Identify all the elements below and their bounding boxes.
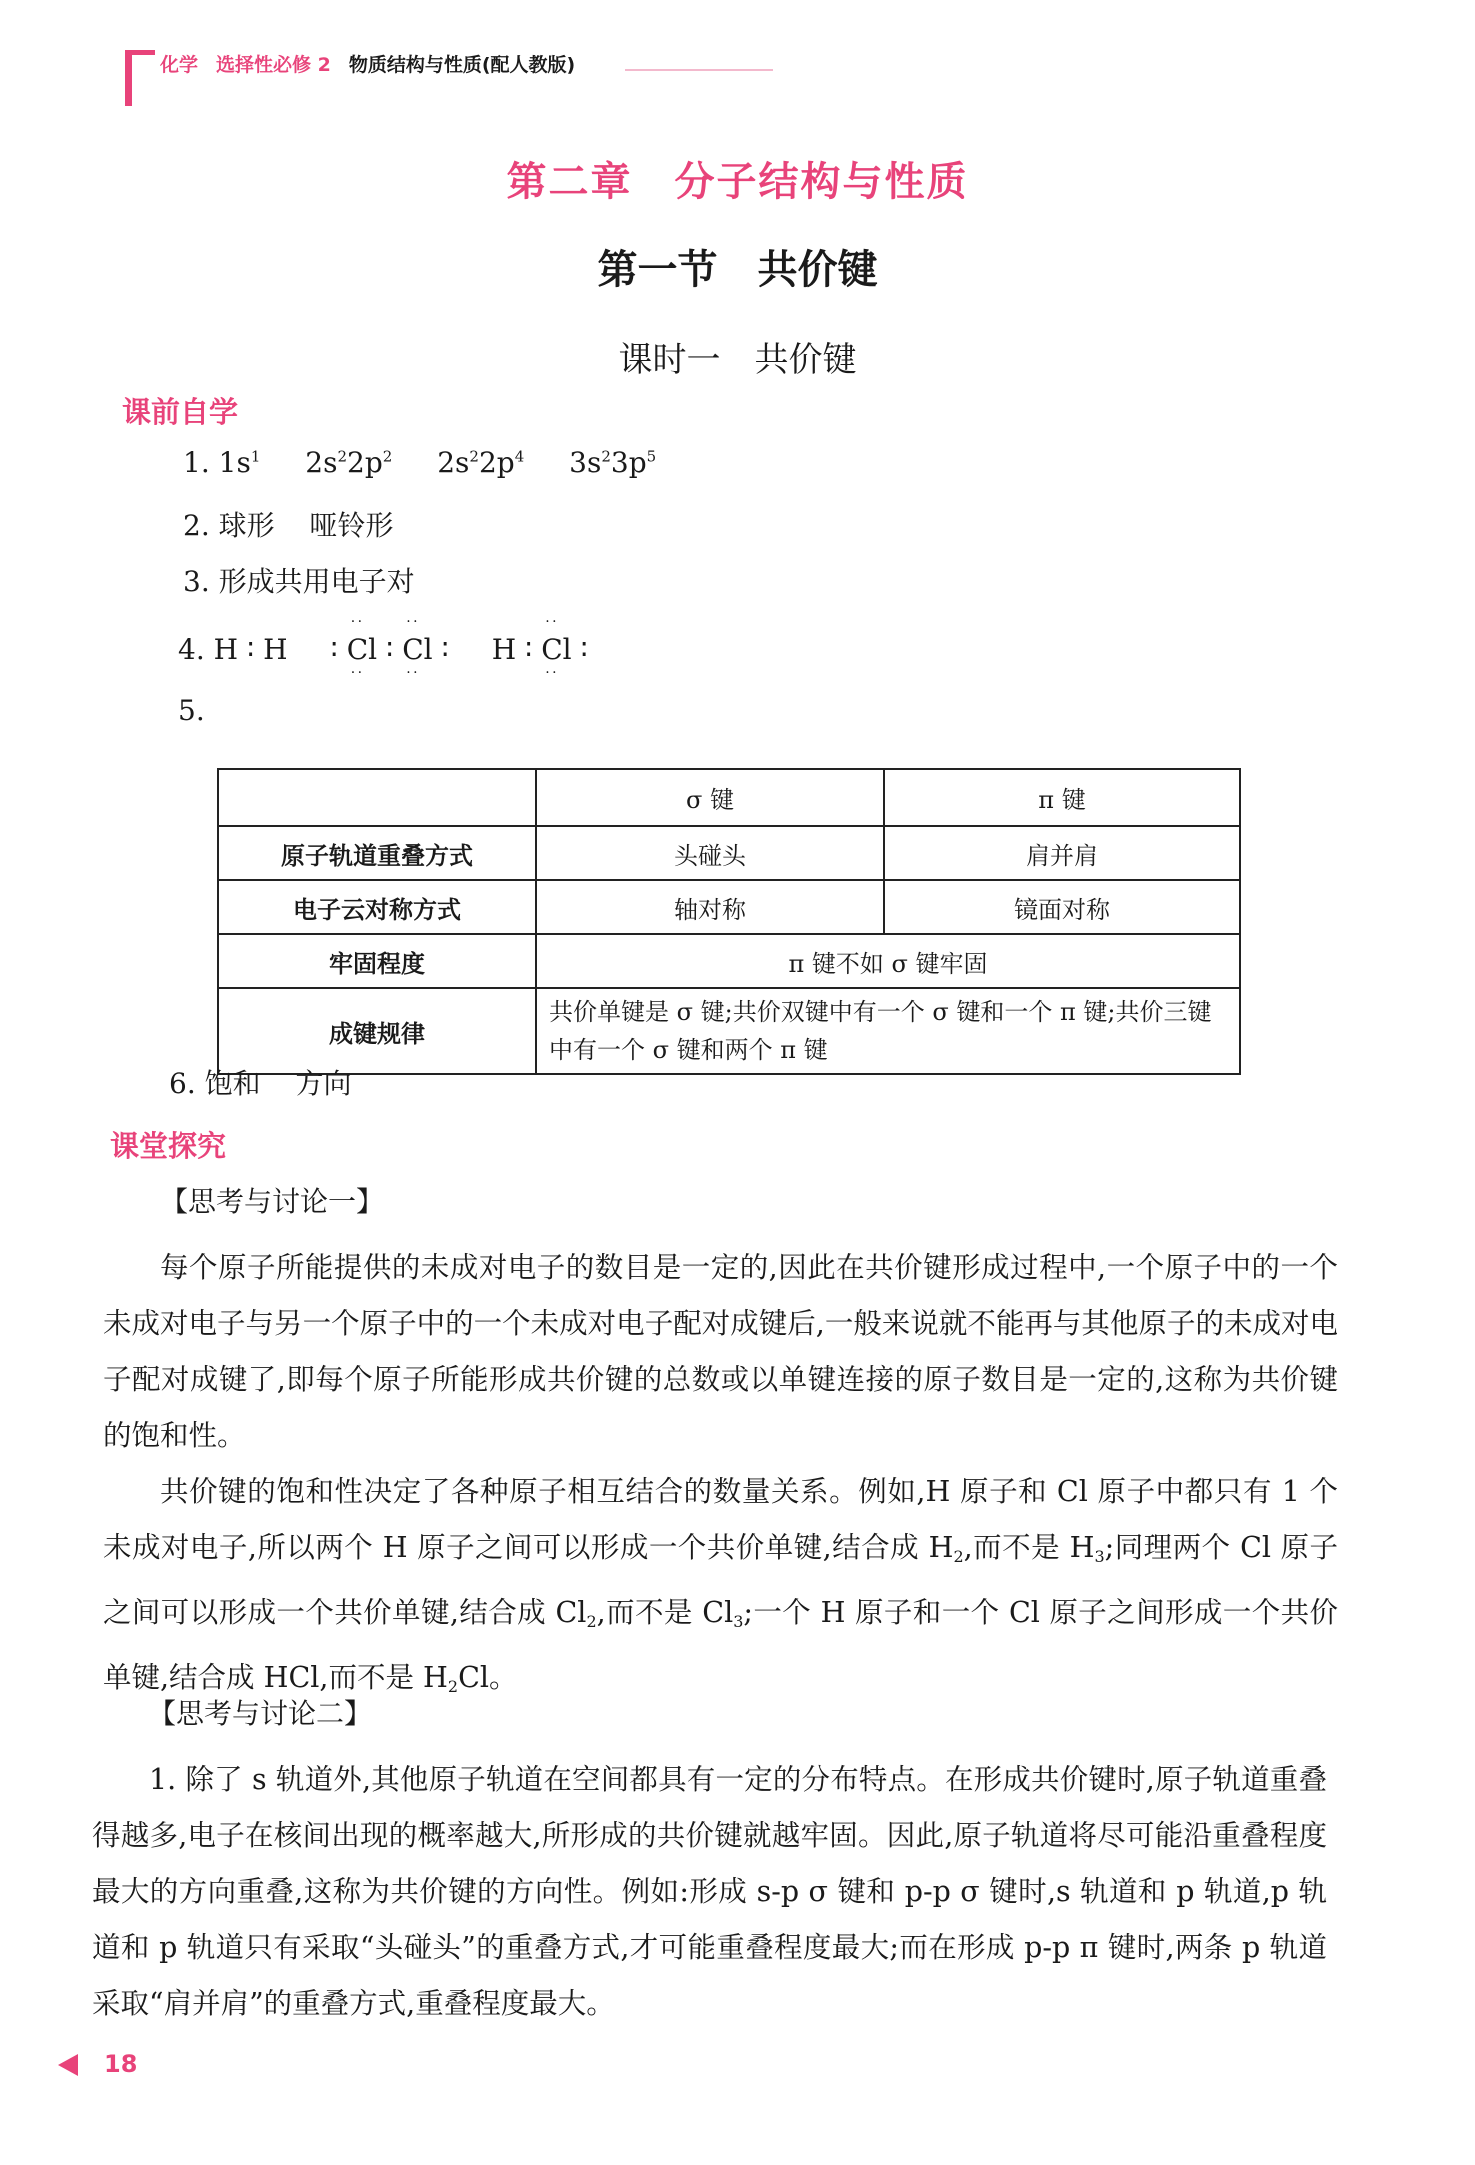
- answer-5: 5.: [178, 694, 205, 727]
- pre-study-heading: 课前自学: [122, 395, 239, 429]
- class-explore-heading: 课堂探究: [110, 1129, 227, 1163]
- discussion-1-body: [103, 1240, 1338, 1715]
- answer-1: 1. $1s^1$ $2s^22p^2$ $2s^22p^4$ $3s^23p^5$: [183, 446, 657, 479]
- chapter-title: 第二章 分子结构与性质: [506, 159, 969, 205]
- header-bar-top: [125, 50, 155, 55]
- table-cell: 共价单键是 σ 键;共价双键中有一个 σ 键和一个 π 键;共价三键中有一个 σ 键和两个 π 键: [536, 988, 1240, 1074]
- answer-3: 3. 形成共用电子对: [183, 565, 415, 598]
- header-subject: 化学: [160, 54, 199, 76]
- lewis-h2: H ∶ H: [213, 633, 288, 666]
- page-marker-icon: [58, 2054, 78, 2076]
- row-label: 电子云对称方式: [218, 880, 536, 934]
- header-course: 选择性必修 2: [216, 54, 331, 76]
- table-row: [218, 880, 1240, 934]
- lewis-cl2: ∶ · · Cl · · ∶ · · Cl · · ∶: [330, 633, 448, 666]
- table-row: [218, 826, 1240, 880]
- bond-comparison-table: [217, 768, 1241, 1075]
- table-cell: π 键不如 σ 键牢固: [536, 934, 1240, 988]
- discussion-2-title: 【思考与讨论二】: [148, 1697, 373, 1730]
- lesson-title: 课时一 共价键: [618, 340, 857, 380]
- table-cell: 肩并肩: [884, 826, 1240, 880]
- table-header-pi: π 键: [884, 769, 1240, 826]
- discussion-1-title: 【思考与讨论一】: [160, 1185, 385, 1218]
- table-corner-cell: [218, 769, 536, 826]
- row-label: 牢固程度: [218, 934, 536, 988]
- table-cell: 镜面对称: [884, 880, 1240, 934]
- row-label: 原子轨道重叠方式: [218, 826, 536, 880]
- lewis-hcl: H ∶ · · Cl · · ∶: [492, 633, 588, 666]
- table-row: [218, 988, 1240, 1074]
- table-row: [218, 934, 1240, 988]
- paragraph: 共价键的饱和性决定了各种原子相互结合的数量关系。例如,H 原子和 Cl 原子中都只有 1 个未成对电子,所以两个 H 原子之间可以形成一个共价单键,结合成 $H_2$,而不是 $H_3$;同理两个 Cl 原子之间可以形成一个共价单键,结合成 $Cl_2$,而不是 $Cl_3$;一个 H 原子和一个 Cl 原子之间形成一个共价单键,结合成 HCl,而不是 $H_2Cl$。: [103, 1475, 1339, 1696]
- header-book: 物质结构与性质(配人教版): [348, 54, 576, 76]
- running-header: [160, 50, 575, 77]
- header-rule: [625, 69, 773, 71]
- answer-2: 2. 球形 哑铃形: [183, 509, 394, 542]
- header-bar: [125, 50, 132, 106]
- discussion-2-body: [92, 1752, 1327, 2032]
- table-row: [218, 769, 1240, 826]
- answer-6: 6. 饱和 方向: [169, 1067, 352, 1100]
- page-number: 18: [104, 2050, 138, 2078]
- answer-4-lewis-structures: 4. H ∶ H ∶ · · Cl · · ∶ · · Cl · · ∶ H ∶ · · Cl · · ∶: [178, 633, 588, 666]
- paragraph: 1. 除了 s 轨道外,其他原子轨道在空间都具有一定的分布特点。在形成共价键时,原子轨道重叠得越多,电子在核间出现的概率越大,所形成的共价键就越牢固。因此,原子轨道将尽可能沿重叠程度最大的方向重叠,这称为共价键的方向性。例如:形成 s-p σ 键和 p-p σ 键时,s 轨道和 p 轨道,p 轨道和 p 轨道只有采取“头碰头”的重叠方式,才可能重叠程度最大;而在形成 p-p π 键时,两条 p 轨道采取“肩并肩”的重叠方式,重叠程度最大。: [92, 1763, 1328, 2020]
- table-cell: 头碰头: [536, 826, 884, 880]
- paragraph: 每个原子所能提供的未成对电子的数目是一定的,因此在共价键形成过程中,一个原子中的一个未成对电子与另一个原子中的一个未成对电子配对成键后,一般来说就不能再与其他原子的未成对电子配对成键了,即每个原子所能形成共价键的总数或以单键连接的原子数目是一定的,这称为共价键的饱和性。: [103, 1251, 1339, 1452]
- section-title: 第一节 共价键: [597, 246, 878, 293]
- table-cell: 轴对称: [536, 880, 884, 934]
- row-label: 成键规律: [218, 988, 536, 1074]
- table-header-sigma: σ 键: [536, 769, 884, 826]
